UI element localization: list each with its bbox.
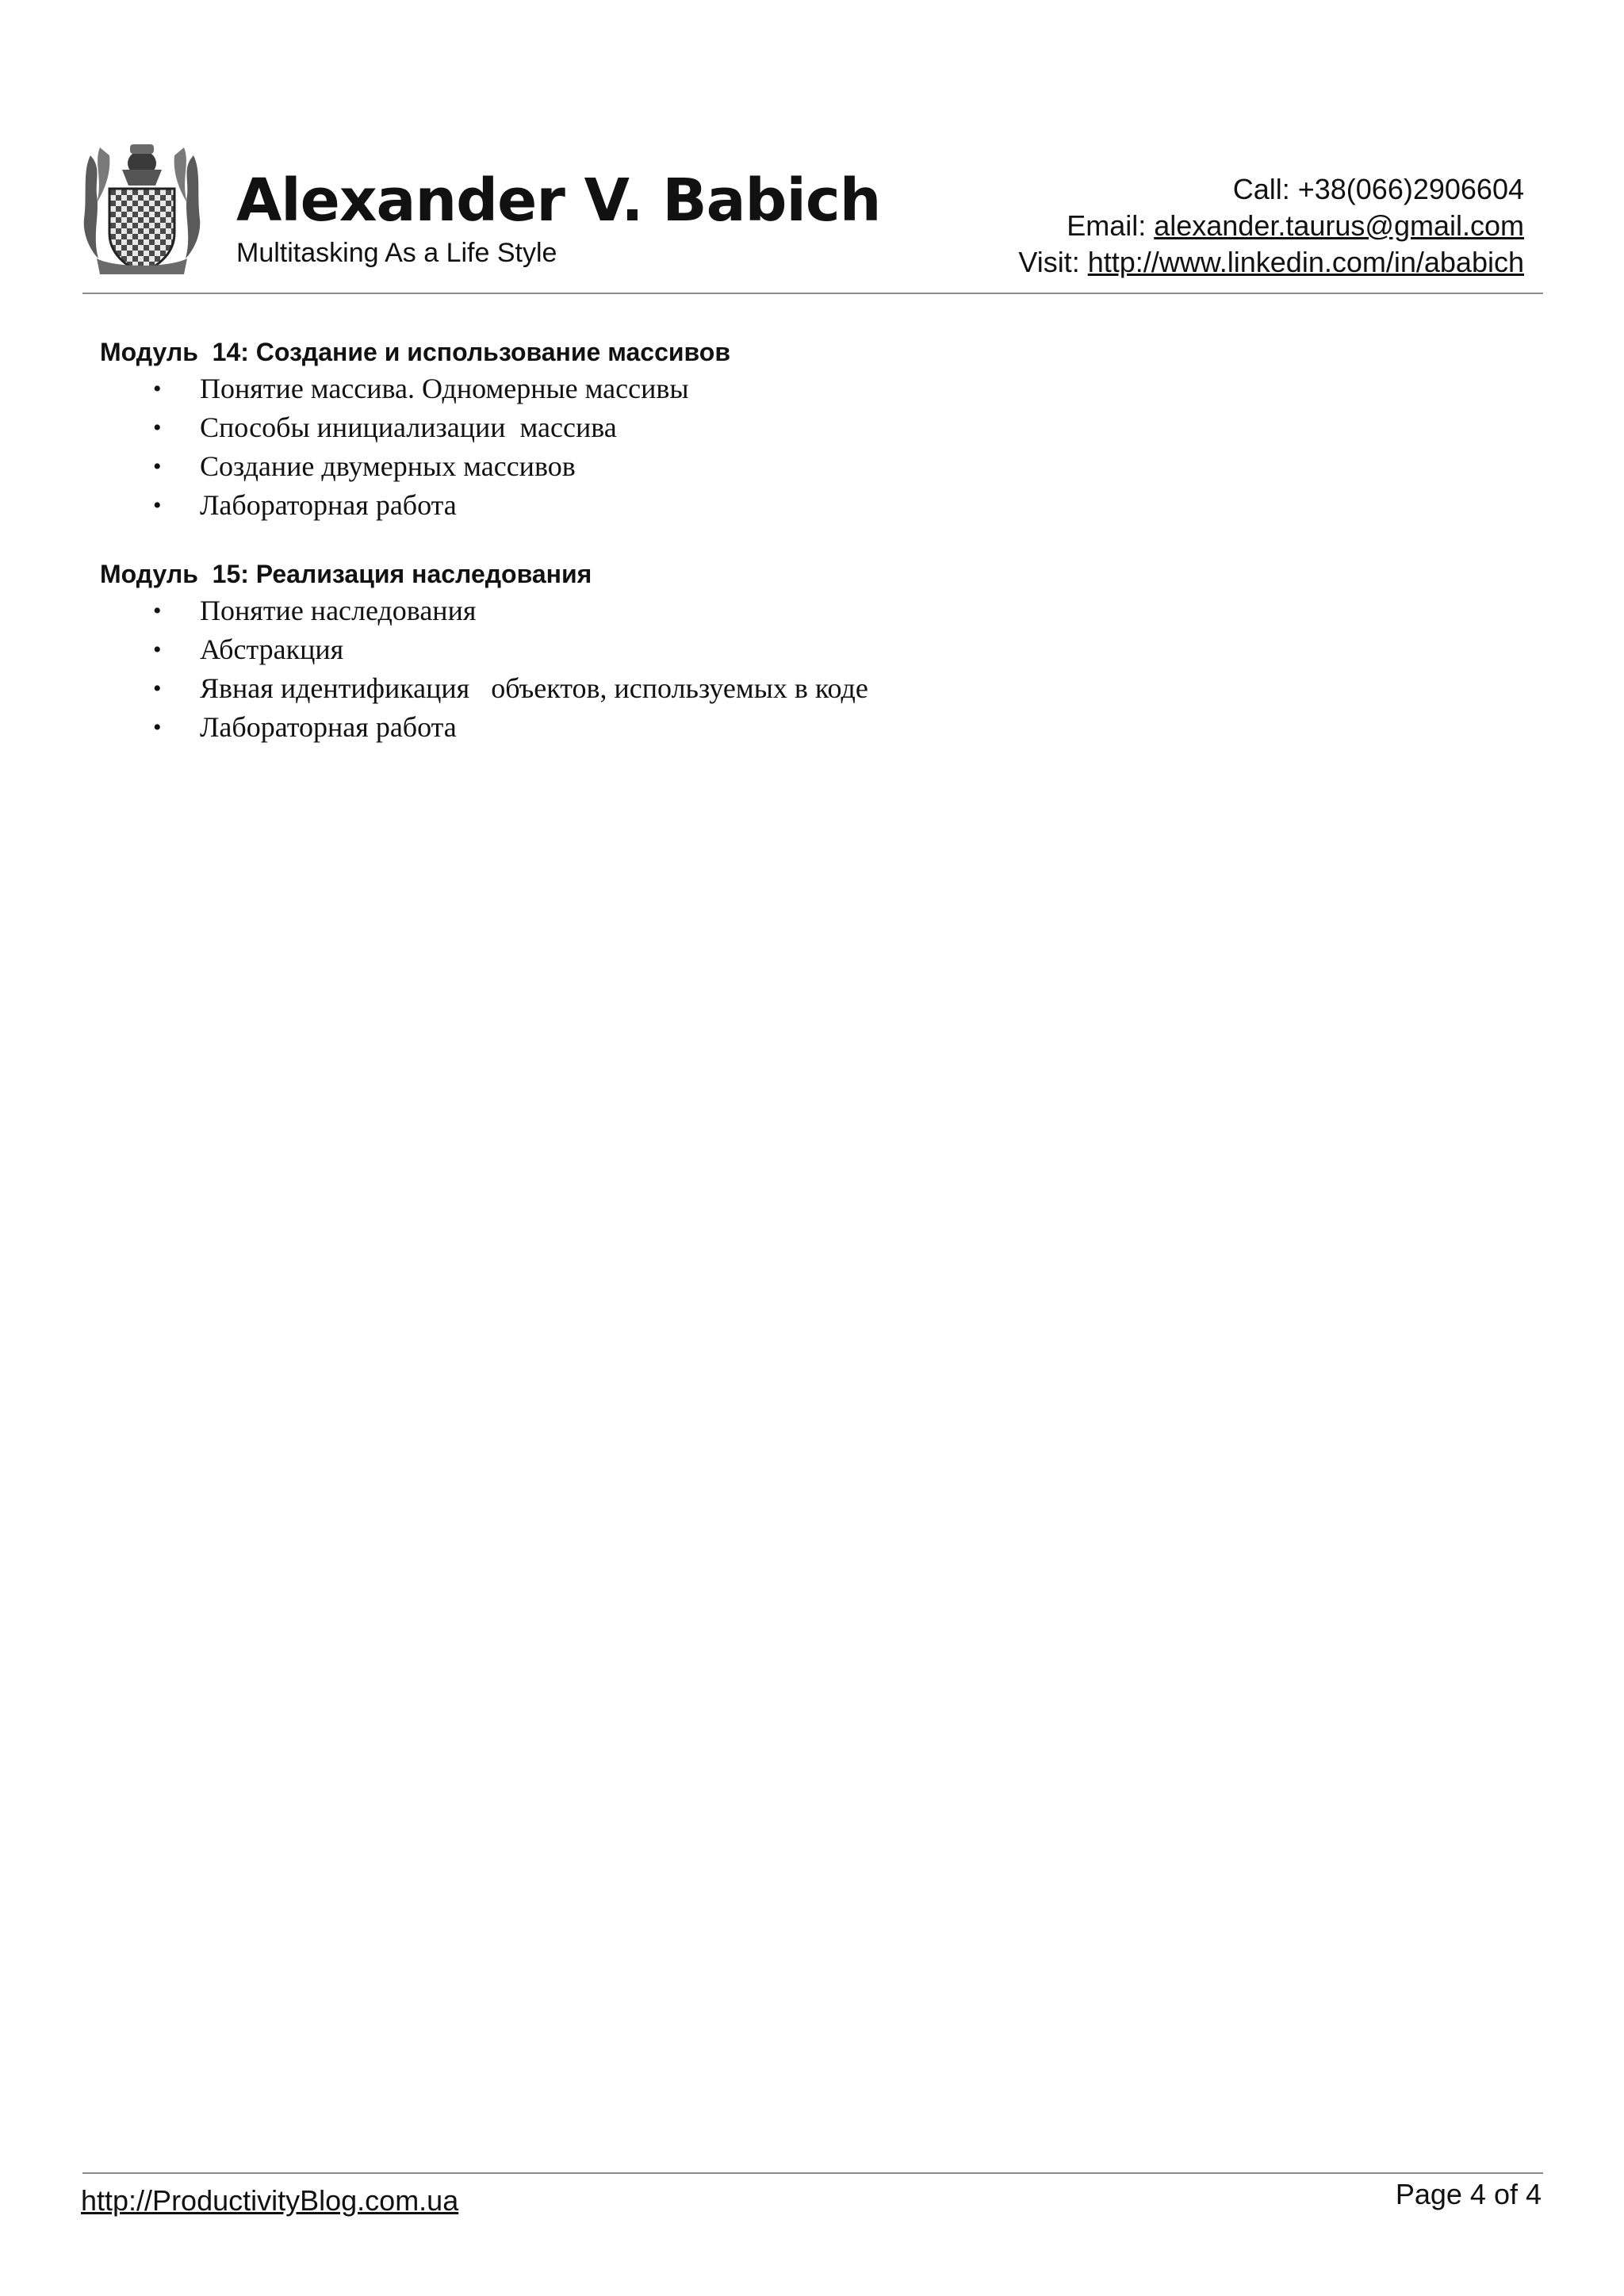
bullet-icon: • <box>153 492 162 519</box>
module-section <box>100 557 868 747</box>
list-item-text: Лабораторная работа <box>200 711 457 743</box>
author-name: Alexander V. Babich <box>236 166 881 235</box>
bullet-icon: • <box>153 637 162 663</box>
contact-email-row <box>1018 208 1524 244</box>
list-item-text: Лабораторная работа <box>200 489 457 521</box>
list-item-text: Явная идентификация объектов, используемых в коде <box>200 672 868 704</box>
contact-call-row <box>1018 171 1524 208</box>
module-title: Модуль 15: Реализация наследования <box>100 560 592 588</box>
bullet-icon: • <box>153 598 162 624</box>
list-item <box>100 708 868 747</box>
list-item <box>100 630 868 669</box>
bullet-icon: • <box>153 453 162 480</box>
list-item-text: Понятие наследования <box>200 595 477 626</box>
email-link[interactable]: alexander.taurus@gmail.com <box>1154 209 1524 242</box>
list-item-text: Создание двумерных массивов <box>200 450 576 482</box>
author-tagline: Multitasking As a Life Style <box>236 238 557 268</box>
list-item <box>100 408 730 447</box>
contact-block <box>1018 171 1524 281</box>
header-divider <box>82 293 1543 294</box>
bullet-icon: • <box>153 675 162 702</box>
linkedin-link[interactable]: http://www.linkedin.com/in/ababich <box>1087 246 1524 278</box>
bullet-icon: • <box>153 415 162 441</box>
coat-of-arms-icon <box>82 140 201 276</box>
call-label: Call: <box>1232 173 1298 205</box>
footer-blog-link[interactable]: http://ProductivityBlog.com.ua <box>81 2184 459 2217</box>
list-item <box>100 669 868 708</box>
list-item-text: Абстракция <box>200 633 344 665</box>
list-item-text: Способы инициализации массива <box>200 411 617 443</box>
list-item <box>100 369 730 408</box>
bullet-icon: • <box>153 714 162 740</box>
bullet-icon: • <box>153 376 162 402</box>
page-number: Page 4 of 4 <box>1395 2178 1542 2210</box>
visit-label: Visit: <box>1018 246 1088 278</box>
module-title: Модуль 14: Создание и использование массивов <box>100 338 730 366</box>
list-item <box>100 591 868 630</box>
contact-visit-row <box>1018 244 1524 281</box>
module-items-list <box>100 369 730 525</box>
module-items-list <box>100 591 868 747</box>
call-value: +38(066)2906604 <box>1297 173 1524 205</box>
footer-divider <box>82 2172 1543 2174</box>
email-label: Email: <box>1067 209 1155 242</box>
list-item-text: Понятие массива. Одномерные массивы <box>200 373 689 404</box>
list-item <box>100 447 730 486</box>
list-item <box>100 486 730 525</box>
module-section <box>100 335 730 525</box>
